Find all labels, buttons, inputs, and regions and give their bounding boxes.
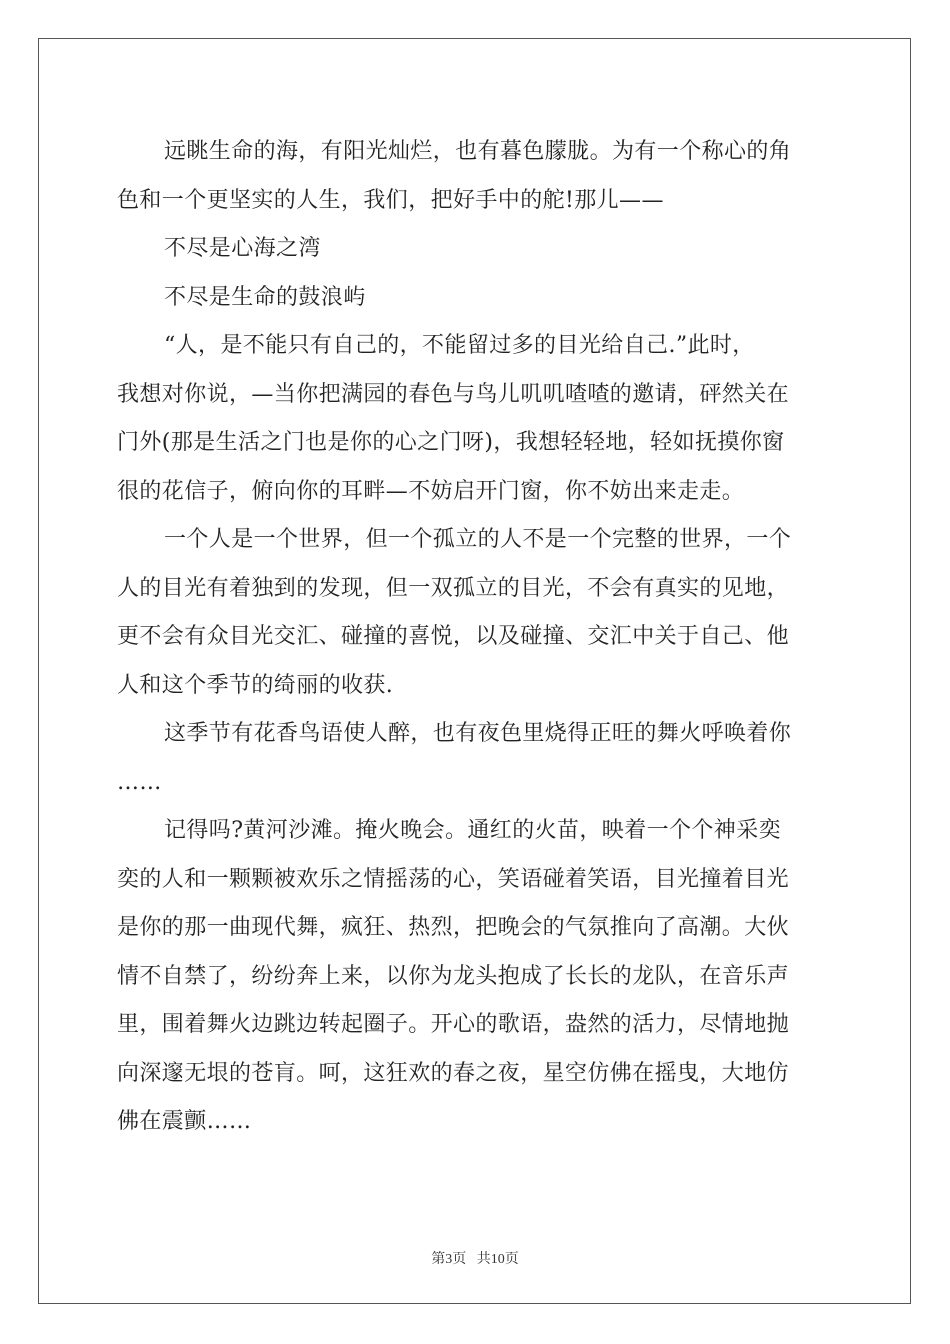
page-footer: 第3页 共10页 <box>431 1252 519 1267</box>
text-line: 不尽是生命的鼓浪屿 <box>164 284 366 310</box>
text-line: 里，围着舞火边跳边转起圈子。开心的歌语，盎然的活力，尽情地抛 <box>117 1012 790 1037</box>
text-line: 门外(那是生活之门也是你的心之门呀)，我想轻轻地，轻如抚摸你窗 <box>117 430 785 455</box>
text-line: …… <box>117 769 162 795</box>
text-line: “人，是不能只有自己的，不能留过多的目光给自己.”此时， <box>164 333 755 358</box>
text-line: 记得吗?黄河沙滩。掩火晚会。通红的火苗，映着一个个神采奕 <box>164 818 781 843</box>
text-line: 很的花信子，俯向你的耳畔—不妨启开门窗，你不妨出来走走。 <box>117 478 745 504</box>
text-line: 不尽是心海之湾 <box>164 236 321 261</box>
text-line: 我想对你说，—当你把满园的春色与鸟儿叽叽喳喳的邀请，砰然关在 <box>117 381 790 407</box>
document-body <box>117 128 833 1147</box>
text-line: 更不会有众目光交汇、碰撞的喜悦，以及碰撞、交汇中关于自己、他 <box>117 624 790 649</box>
text-line: 一个人是一个世界，但一个孤立的人不是一个完整的世界，一个 <box>164 527 792 552</box>
text-line: 人的目光有着独到的发现，但一双孤立的目光，不会有真实的见地， <box>117 575 790 601</box>
text-line: 这季节有花香鸟语使人醉，也有夜色里烧得正旺的舞火呼唤着你 <box>164 721 792 746</box>
text-line: 向深邃无垠的苍肓。呵，这狂欢的春之夜，星空仿佛在摇曳，大地仿 <box>117 1060 790 1086</box>
text-line: 奕的人和一颗颗被欢乐之情摇荡的心，笑语碰着笑语，目光撞着目光 <box>117 866 790 892</box>
text-line: 远眺生命的海，有阳光灿烂，也有暮色朦胧。为有一个称心的角 <box>164 139 792 164</box>
text-line: 佛在震颤…… <box>117 1109 252 1134</box>
text-line: 是你的那一曲现代舞，疯狂、热烈，把晚会的气氛推向了高潮。大伙 <box>117 915 790 940</box>
text-line: 情不自禁了，纷纷奔上来，以你为龙头抱成了长长的龙队，在音乐声 <box>117 963 790 989</box>
text-line: 色和一个更坚实的人生，我们，把好手中的舵!那儿—— <box>117 187 664 213</box>
text-line: 人和这个季节的绮丽的收获. <box>117 672 394 698</box>
